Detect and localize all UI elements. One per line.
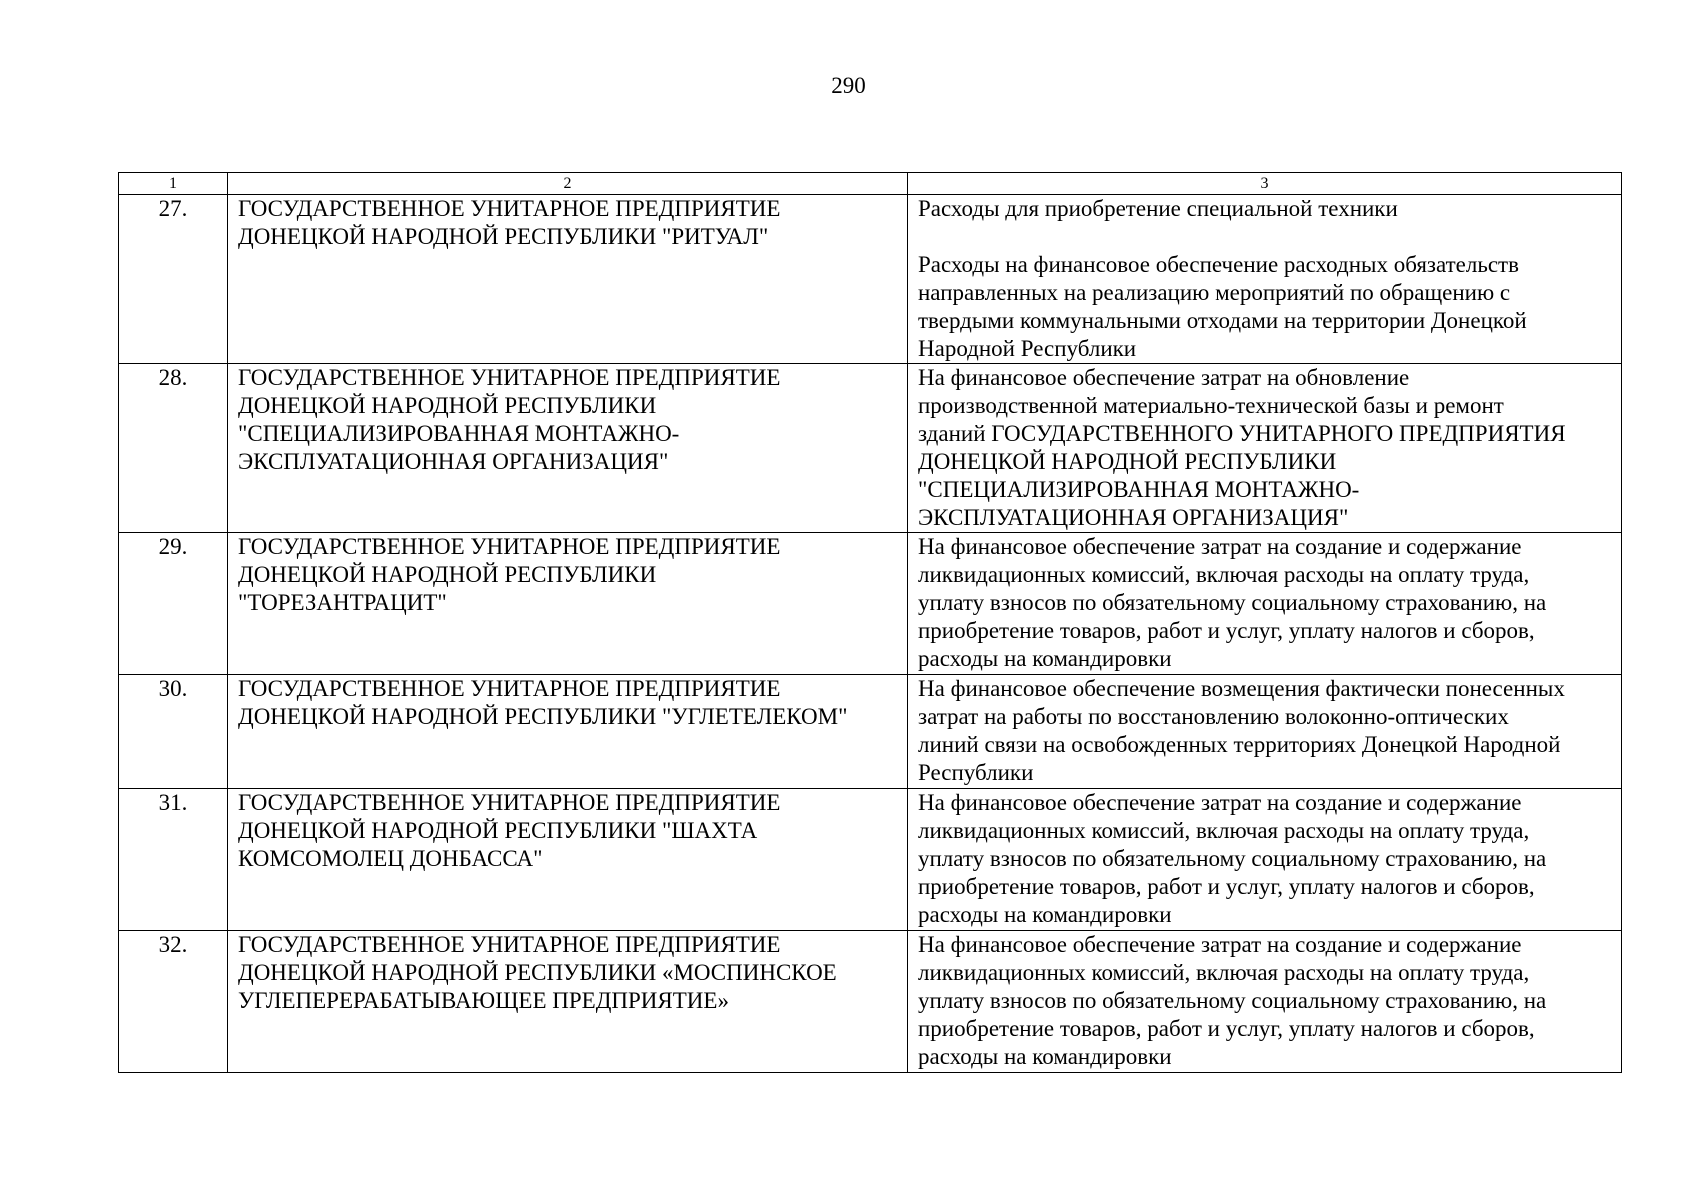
organization-name: [228, 533, 908, 675]
row-number: 32.: [119, 931, 228, 1073]
row-number: 27.: [119, 195, 228, 364]
table-row: [119, 931, 1622, 1073]
organization-name: [228, 675, 908, 789]
column-header-2: 2: [228, 173, 908, 195]
organization-name: [228, 789, 908, 931]
purpose-paragraph: На финансовое обеспечение затрат на обновление производственной материально-технической базы и ремонт зданий ГОСУДАРСТВЕННОГО УНИТАРНОГО ПРЕДПРИЯТИЯ ДОНЕЦКОЙ НАРОДНОЙ РЕСПУБЛИКИ "СПЕЦИАЛИЗИРОВАННАЯ МОНТАЖНО- ЭКСПЛУАТАЦИОННАЯ ОРГАНИЗАЦИЯ": [918, 365, 1566, 530]
organization-name: [228, 931, 908, 1073]
subsidy-purpose: [908, 931, 1622, 1073]
organization-name: [228, 364, 908, 533]
organization-name-text: ГОСУДАРСТВЕННОЕ УНИТАРНОЕ ПРЕДПРИЯТИЕ ДОНЕЦКОЙ НАРОДНОЙ РЕСПУБЛИКИ "СПЕЦИАЛИЗИРОВАННАЯ МОНТАЖНО- ЭКСПЛУАТАЦИОННАЯ ОРГАНИЗАЦИЯ": [238, 365, 781, 474]
row-number: 31.: [119, 789, 228, 931]
subsidy-purpose: [908, 364, 1622, 533]
organization-name-text: ГОСУДАРСТВЕННОЕ УНИТАРНОЕ ПРЕДПРИЯТИЕ ДОНЕЦКОЙ НАРОДНОЙ РЕСПУБЛИКИ "РИТУАЛ": [238, 196, 781, 249]
organization-name-text: ГОСУДАРСТВЕННОЕ УНИТАРНОЕ ПРЕДПРИЯТИЕ ДОНЕЦКОЙ НАРОДНОЙ РЕСПУБЛИКИ «МОСПИНСКОЕ УГЛЕПЕРЕРАБАТЫВАЮЩЕЕ ПРЕДПРИЯТИЕ»: [238, 932, 837, 1013]
table-header-row: [119, 173, 1622, 195]
table-row: [119, 789, 1622, 931]
purpose-paragraph: На финансовое обеспечение затрат на создание и содержание ликвидационных комиссий, включая расходы на оплату труда, уплату взносов по обязательному социальному страхованию, на приобретение товаров, работ и услуг, уплату налогов и сборов, расходы на командировки: [918, 790, 1547, 927]
organization-name-text: ГОСУДАРСТВЕННОЕ УНИТАРНОЕ ПРЕДПРИЯТИЕ ДОНЕЦКОЙ НАРОДНОЙ РЕСПУБЛИКИ "УГЛЕТЕЛЕКОМ": [238, 676, 848, 729]
table-row: [119, 364, 1622, 533]
table-row: [119, 533, 1622, 675]
subsidy-purpose: [908, 675, 1622, 789]
subsidy-purpose: [908, 789, 1622, 931]
organization-name-text: ГОСУДАРСТВЕННОЕ УНИТАРНОЕ ПРЕДПРИЯТИЕ ДОНЕЦКОЙ НАРОДНОЙ РЕСПУБЛИКИ "ШАХТА КОМСОМОЛЕЦ ДОНБАССА": [238, 790, 781, 871]
organization-name-text: ГОСУДАРСТВЕННОЕ УНИТАРНОЕ ПРЕДПРИЯТИЕ ДОНЕЦКОЙ НАРОДНОЙ РЕСПУБЛИКИ "ТОРЕЗАНТРАЦИТ": [238, 534, 781, 615]
table-row: [119, 195, 1622, 364]
table-row: [119, 675, 1622, 789]
purpose-paragraph: Расходы для приобретение специальной техники: [918, 196, 1398, 221]
row-number: 29.: [119, 533, 228, 675]
organization-name: [228, 195, 908, 364]
purpose-paragraph: На финансовое обеспечение затрат на создание и содержание ликвидационных комиссий, включая расходы на оплату труда, уплату взносов по обязательному социальному страхованию, на приобретение товаров, работ и услуг, уплату налогов и сборов, расходы на командировки: [918, 932, 1547, 1069]
row-number: 28.: [119, 364, 228, 533]
purpose-paragraph: На финансовое обеспечение затрат на создание и содержание ликвидационных комиссий, включая расходы на оплату труда, уплату взносов по обязательному социальному страхованию, на приобретение товаров, работ и услуг, уплату налогов и сборов, расходы на командировки: [918, 534, 1547, 671]
column-header-1: 1: [119, 173, 228, 195]
row-number: 30.: [119, 675, 228, 789]
subsidy-purpose: [908, 195, 1622, 364]
column-header-3: 3: [908, 173, 1622, 195]
purpose-paragraph: Расходы на финансовое обеспечение расходных обязательств направленных на реализацию мероприятий по обращению с твердыми коммунальными отходами на территории Донецкой Народной Республики: [918, 252, 1527, 361]
page-number: 290: [831, 73, 866, 98]
purpose-paragraph: На финансовое обеспечение возмещения фактически понесенных затрат на работы по восстановлению волоконно-оптических линий связи на освобожденных территориях Донецкой Народной Республики: [918, 676, 1565, 785]
subsidy-table: [118, 172, 1622, 1073]
subsidy-purpose: [908, 533, 1622, 675]
